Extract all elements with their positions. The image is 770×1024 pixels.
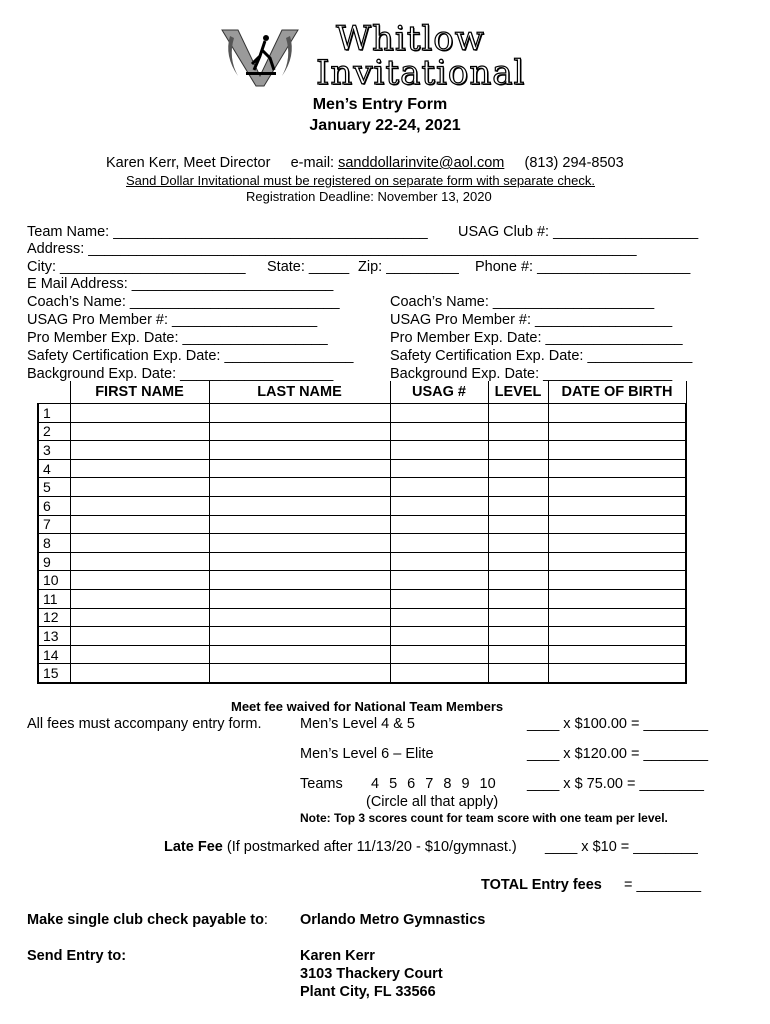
late-fee-line bbox=[164, 839, 517, 855]
coach2-pro-member-field[interactable]: USAG Pro Member #: _________________ bbox=[390, 312, 673, 328]
last-name-cell[interactable] bbox=[209, 496, 390, 515]
usag-number-cell[interactable] bbox=[390, 441, 488, 460]
form-title: Men’s Entry Form bbox=[312, 96, 448, 113]
usag-number-cell[interactable] bbox=[390, 552, 488, 571]
send-entry-street: 3103 Thackery Court bbox=[300, 966, 443, 982]
logo bbox=[218, 26, 302, 88]
roster-row bbox=[38, 552, 686, 571]
last-name-cell[interactable] bbox=[209, 627, 390, 646]
usag-number-cell[interactable] bbox=[390, 459, 488, 478]
date-of-birth-cell[interactable] bbox=[548, 478, 686, 497]
roster-row bbox=[38, 534, 686, 553]
level-cell[interactable] bbox=[488, 627, 548, 646]
usag-number-cell[interactable] bbox=[390, 422, 488, 441]
last-name-cell[interactable] bbox=[209, 589, 390, 608]
usag-number-cell[interactable] bbox=[390, 608, 488, 627]
teams-amount-field[interactable]: ____ x $ 75.00 = ________ bbox=[527, 776, 704, 792]
roster-row bbox=[38, 404, 686, 423]
late-fee-label: Late Fee bbox=[164, 839, 223, 855]
check-payable-label: Make single club check payable to bbox=[27, 912, 264, 928]
date-of-birth-cell[interactable] bbox=[548, 571, 686, 590]
row-number: 3 bbox=[38, 441, 70, 460]
date-of-birth-cell[interactable] bbox=[548, 459, 686, 478]
level6-amount-field[interactable]: ____ x $120.00 = ________ bbox=[527, 746, 709, 762]
team-name-field[interactable]: Team Name: _______________________________________ bbox=[27, 224, 428, 240]
level-header: LEVEL bbox=[488, 381, 548, 404]
level-cell[interactable] bbox=[488, 571, 548, 590]
usag-number-cell[interactable] bbox=[390, 664, 488, 683]
date-of-birth-cell[interactable] bbox=[548, 422, 686, 441]
roster-row bbox=[38, 515, 686, 534]
first-name-cell[interactable] bbox=[70, 645, 209, 664]
level-cell[interactable] bbox=[488, 515, 548, 534]
roster-row bbox=[38, 496, 686, 515]
roster-row bbox=[38, 627, 686, 646]
first-name-cell[interactable] bbox=[70, 496, 209, 515]
event-dates: January 22-24, 2021 bbox=[309, 117, 461, 134]
email-link[interactable]: sanddollarinvite@aol.com bbox=[338, 155, 505, 171]
coach2-name-field[interactable]: Coach’s Name: ____________________ bbox=[390, 294, 655, 310]
level45-label: Men’s Level 4 & 5 bbox=[300, 716, 415, 732]
date-of-birth-cell[interactable] bbox=[548, 627, 686, 646]
row-number: 11 bbox=[38, 589, 70, 608]
level-cell[interactable] bbox=[488, 664, 548, 683]
usag-number-cell[interactable] bbox=[390, 627, 488, 646]
usag-number-header: USAG # bbox=[390, 381, 488, 404]
level-cell[interactable] bbox=[488, 422, 548, 441]
level-cell[interactable] bbox=[488, 608, 548, 627]
address-field[interactable]: Address: ____________________________________________________________________ bbox=[27, 241, 637, 257]
coach1-name-field[interactable]: Coach’s Name: __________________________ bbox=[27, 294, 340, 310]
first-name-cell[interactable] bbox=[70, 422, 209, 441]
roster-header-row bbox=[38, 381, 686, 404]
row-number: 10 bbox=[38, 571, 70, 590]
date-of-birth-cell[interactable] bbox=[548, 534, 686, 553]
row-number: 14 bbox=[38, 645, 70, 664]
first-name-cell[interactable] bbox=[70, 459, 209, 478]
last-name-cell[interactable] bbox=[209, 441, 390, 460]
roster-row bbox=[38, 422, 686, 441]
circle-note: (Circle all that apply) bbox=[366, 794, 499, 810]
roster-row bbox=[38, 645, 686, 664]
last-name-cell[interactable] bbox=[209, 422, 390, 441]
level6-label: Men’s Level 6 – Elite bbox=[300, 746, 434, 762]
row-number: 8 bbox=[38, 534, 70, 553]
last-name-cell[interactable] bbox=[209, 664, 390, 683]
roster-row bbox=[38, 459, 686, 478]
total-fees-field[interactable]: = ________ bbox=[624, 877, 702, 893]
gymnast-emblem-icon bbox=[218, 26, 302, 88]
first-name-cell[interactable] bbox=[70, 515, 209, 534]
roster-row bbox=[38, 478, 686, 497]
roster-row bbox=[38, 589, 686, 608]
coach1-safety-field[interactable]: Safety Certification Exp. Date: ________________ bbox=[27, 348, 354, 364]
late-fee-amount-field[interactable]: ____ x $10 = ________ bbox=[545, 839, 698, 855]
first-name-cell[interactable] bbox=[70, 478, 209, 497]
date-of-birth-cell[interactable] bbox=[548, 664, 686, 683]
first-name-cell[interactable] bbox=[70, 571, 209, 590]
date-of-birth-cell[interactable] bbox=[548, 645, 686, 664]
usag-number-cell[interactable] bbox=[390, 515, 488, 534]
row-number: 4 bbox=[38, 459, 70, 478]
logo-title-line1: Whitlow bbox=[336, 19, 485, 59]
coach2-background-field[interactable]: Background Exp. Date: ________________ bbox=[390, 366, 673, 382]
date-of-birth-header: DATE OF BIRTH bbox=[548, 381, 686, 404]
meet-director: Karen Kerr, Meet Director bbox=[106, 155, 271, 171]
coach1-pro-exp-field[interactable]: Pro Member Exp. Date: __________________ bbox=[27, 330, 328, 346]
email-label: e-mail: bbox=[290, 155, 339, 171]
first-name-cell[interactable] bbox=[70, 441, 209, 460]
usag-number-cell[interactable] bbox=[390, 571, 488, 590]
level-cell[interactable] bbox=[488, 459, 548, 478]
date-of-birth-cell[interactable] bbox=[548, 496, 686, 515]
row-number: 2 bbox=[38, 422, 70, 441]
state-field[interactable]: State: _____ bbox=[267, 259, 350, 275]
coach2-pro-exp-field[interactable]: Pro Member Exp. Date: _________________ bbox=[390, 330, 683, 346]
last-name-cell[interactable] bbox=[209, 404, 390, 423]
last-name-cell[interactable] bbox=[209, 552, 390, 571]
coach1-pro-member-field[interactable]: USAG Pro Member #: __________________ bbox=[27, 312, 318, 328]
row-number: 5 bbox=[38, 478, 70, 497]
first-name-cell[interactable] bbox=[70, 404, 209, 423]
city-field[interactable]: City: _______________________ bbox=[27, 259, 246, 275]
first-name-header: FIRST NAME bbox=[70, 381, 209, 404]
phone-field[interactable]: Phone #: ___________________ bbox=[475, 259, 691, 275]
row-number: 15 bbox=[38, 664, 70, 683]
last-name-header: LAST NAME bbox=[209, 381, 390, 404]
zip-field[interactable]: Zip: _________ bbox=[358, 259, 459, 275]
first-name-cell[interactable] bbox=[70, 608, 209, 627]
check-payee: Orlando Metro Gymnastics bbox=[300, 912, 486, 928]
date-of-birth-cell[interactable] bbox=[548, 404, 686, 423]
row-number-header bbox=[38, 381, 70, 404]
registration-notice: Sand Dollar Invitational must be registered on separate form with separate check. bbox=[126, 173, 595, 188]
teams-label: Teams bbox=[300, 776, 343, 792]
level-cell[interactable] bbox=[488, 589, 548, 608]
first-name-cell[interactable] bbox=[70, 552, 209, 571]
roster-table bbox=[37, 381, 687, 684]
team-email-field[interactable]: E Mail Address: _________________________ bbox=[27, 276, 334, 292]
last-name-cell[interactable] bbox=[209, 608, 390, 627]
check-payable-colon: : bbox=[263, 912, 268, 928]
last-name-cell[interactable] bbox=[209, 515, 390, 534]
date-of-birth-cell[interactable] bbox=[548, 515, 686, 534]
late-fee-detail: (If postmarked after 11/13/20 - $10/gymnast.) bbox=[222, 839, 517, 855]
usag-number-cell[interactable] bbox=[390, 534, 488, 553]
usag-number-cell[interactable] bbox=[390, 589, 488, 608]
usag-club-field[interactable]: USAG Club #: __________________ bbox=[458, 224, 699, 240]
roster-row bbox=[38, 608, 686, 627]
coach2-safety-field[interactable]: Safety Certification Exp. Date: _____________ bbox=[390, 348, 693, 364]
last-name-cell[interactable] bbox=[209, 534, 390, 553]
level-cell[interactable] bbox=[488, 404, 548, 423]
first-name-cell[interactable] bbox=[70, 664, 209, 683]
roster-row bbox=[38, 441, 686, 460]
first-name-cell[interactable] bbox=[70, 627, 209, 646]
level-cell[interactable] bbox=[488, 496, 548, 515]
row-number: 9 bbox=[38, 552, 70, 571]
usag-number-cell[interactable] bbox=[390, 645, 488, 664]
usag-number-cell[interactable] bbox=[390, 404, 488, 423]
roster-row bbox=[38, 664, 686, 683]
last-name-cell[interactable] bbox=[209, 459, 390, 478]
level-cell[interactable] bbox=[488, 478, 548, 497]
row-number: 12 bbox=[38, 608, 70, 627]
date-of-birth-cell[interactable] bbox=[548, 441, 686, 460]
row-number: 1 bbox=[38, 404, 70, 423]
contact-line bbox=[106, 155, 624, 171]
send-entry-city: Plant City, FL 33566 bbox=[300, 984, 436, 1000]
row-number: 7 bbox=[38, 515, 70, 534]
director-phone: (813) 294-8503 bbox=[524, 155, 624, 171]
date-of-birth-cell[interactable] bbox=[548, 552, 686, 571]
waived-note: Meet fee waived for National Team Members bbox=[231, 699, 504, 714]
registration-deadline: Registration Deadline: November 13, 2020 bbox=[246, 189, 492, 204]
send-entry-name: Karen Kerr bbox=[300, 948, 375, 964]
date-of-birth-cell[interactable] bbox=[548, 589, 686, 608]
first-name-cell[interactable] bbox=[70, 589, 209, 608]
teams-levels[interactable]: 4 5 6 7 8 9 10 bbox=[371, 776, 496, 792]
last-name-cell[interactable] bbox=[209, 645, 390, 664]
logo-title-line2: Invitational bbox=[316, 53, 526, 93]
usag-number-cell[interactable] bbox=[390, 478, 488, 497]
total-fees-label: TOTAL Entry fees bbox=[481, 877, 602, 893]
last-name-cell[interactable] bbox=[209, 571, 390, 590]
send-entry-label: Send Entry to: bbox=[27, 948, 127, 964]
level-cell[interactable] bbox=[488, 534, 548, 553]
level-cell[interactable] bbox=[488, 441, 548, 460]
date-of-birth-cell[interactable] bbox=[548, 608, 686, 627]
level-cell[interactable] bbox=[488, 645, 548, 664]
roster-row bbox=[38, 571, 686, 590]
fees-accompany-note: All fees must accompany entry form. bbox=[27, 716, 262, 732]
last-name-cell[interactable] bbox=[209, 478, 390, 497]
level-cell[interactable] bbox=[488, 552, 548, 571]
level45-amount-field[interactable]: ____ x $100.00 = ________ bbox=[527, 716, 709, 732]
team-score-note: Note: Top 3 scores count for team score with one team per level. bbox=[300, 811, 668, 825]
first-name-cell[interactable] bbox=[70, 534, 209, 553]
usag-number-cell[interactable] bbox=[390, 496, 488, 515]
row-number: 6 bbox=[38, 496, 70, 515]
check-payable-line bbox=[27, 912, 268, 928]
row-number: 13 bbox=[38, 627, 70, 646]
coach1-background-field[interactable]: Background Exp. Date: ___________________ bbox=[27, 366, 334, 382]
